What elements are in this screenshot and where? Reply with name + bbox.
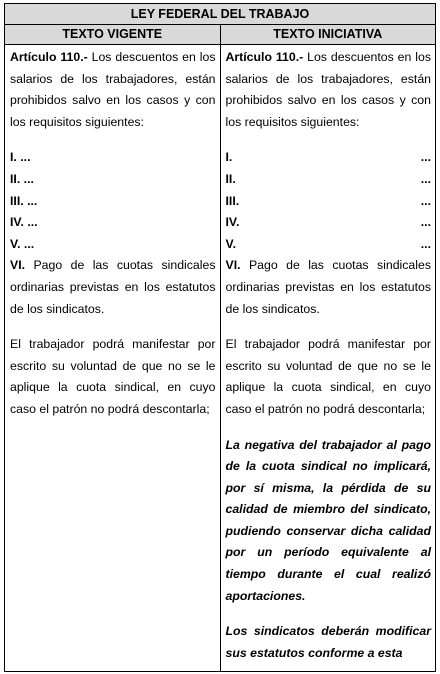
right-fraction-iii-num: III. [225,193,240,208]
right-article-paragraph [226,47,432,133]
left-fraction-iv: IV. ... [10,215,38,230]
left-fraction-v: V. ... [10,236,35,251]
right-fraction-iii-dots: ... [420,193,431,208]
left-fraction-ii: II. ... [10,171,34,186]
comparison-table [4,3,436,672]
left-fraction-vi-label: VI. [10,258,26,273]
right-fraction-v-num: V. [225,236,236,251]
right-new-paragraph-sindicatos: Los sindicatos deberán modificar sus estatutos conforme a esta [225,624,431,660]
right-article-text: Los descuentos en los salarios de los trabajadores, están prohibidos salvo en los casos y con los requisitos siguientes: [225,50,431,129]
right-fraction-i-num: I. [225,150,233,165]
left-fraction-iii: III. ... [10,193,38,208]
right-fraction-vi [226,255,432,320]
right-worker-paragraph: El trabajador podrá manifestar por escrito su voluntad de que no se le aplique la cuota sindical, en cuyo caso el patrón no podrá descontarla; [225,337,431,416]
left-fraction-vi-text: Pago de las cuotas sindicales ordinarias previstas en los estatutos de los sindicatos. [10,258,216,316]
right-fraction-ii [226,169,432,191]
right-fraction-v-dots: ... [420,236,431,251]
right-new-paragraph-negativa: La negativa del trabajador al pago de la cuota sindical no implicará, por sí misma, la pérdida de su calidad de miembro del sindicato, pudiendo conservar dicha calidad por un período equivalente al tiempo durante el cual realizó aportaciones. [225,437,431,603]
right-fraction-vi-text: Pago de las cuotas sindicales ordinarias previstas en los estatutos de los sindicatos. [225,258,431,316]
column-header-iniciativa: TEXTO INICIATIVA [220,25,436,45]
right-fraction-iv-num: IV. [225,215,240,230]
right-fraction-iv-dots: ... [420,215,431,230]
left-worker-paragraph: El trabajador podrá manifestar por escrito su voluntad de que no se le aplique la cuota sindical, en cuyo caso el patrón no podrá descontarla; [10,337,216,416]
right-fraction-vi-label: VI. [225,258,241,273]
right-fraction-ii-num: II. [225,171,236,186]
right-fraction-i [226,147,432,169]
right-article-label: Artículo 110.- [225,50,304,64]
right-fraction-v [226,234,432,256]
right-fraction-iv [226,212,432,234]
left-article-paragraph [10,47,216,133]
comparison-document [4,3,436,672]
left-fraction-i: I. ... [10,150,31,165]
right-fraction-iii [226,191,432,213]
column-header-vigente: TEXTO VIGENTE [5,25,221,45]
right-cell-texto-iniciativa [220,45,436,672]
table-title: LEY FEDERAL DEL TRABAJO [5,4,436,25]
left-fraction-vi [10,255,216,320]
left-article-text: Los descuentos en los salarios de los trabajadores, están prohibidos salvo en los casos y con los requisitos siguientes: [10,50,216,129]
left-cell-texto-vigente [5,45,221,672]
right-fraction-i-dots: ... [420,150,431,165]
left-article-label: Artículo 110.- [10,50,88,64]
right-fraction-ii-dots: ... [420,171,431,186]
